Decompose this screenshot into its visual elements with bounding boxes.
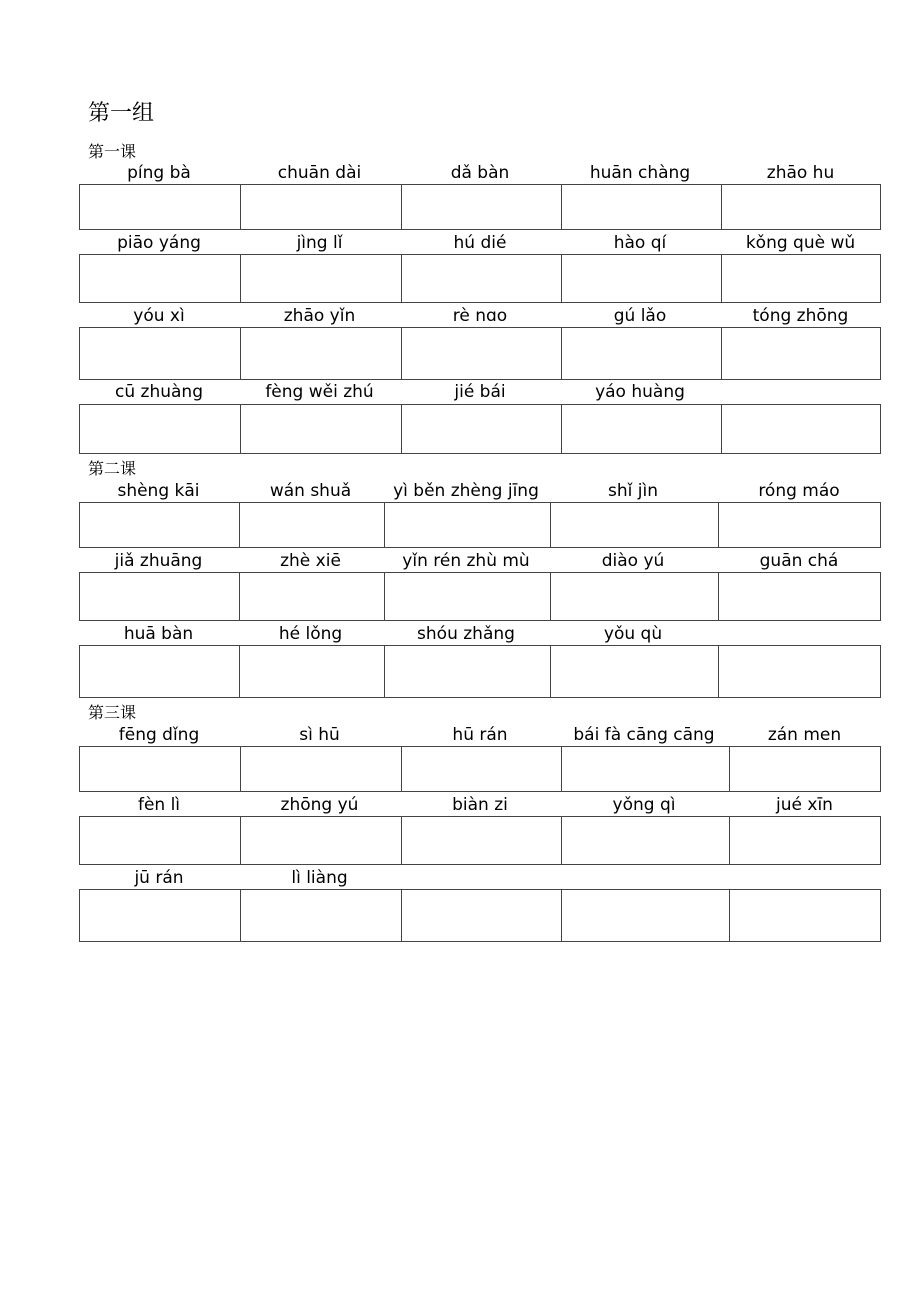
- pinyin-word: shóu zhǎng: [417, 624, 515, 644]
- answer-box[interactable]: [721, 405, 882, 453]
- answer-box[interactable]: [80, 890, 240, 941]
- answer-box[interactable]: [80, 573, 239, 620]
- pinyin-word: yǒng qì: [612, 795, 676, 815]
- answer-box[interactable]: [240, 890, 401, 941]
- answer-box[interactable]: [721, 328, 882, 379]
- pinyin-word: hé lǒng: [278, 624, 343, 644]
- pinyin-word: diào yú: [601, 551, 665, 571]
- answer-box-row: [79, 327, 881, 380]
- answer-box[interactable]: [401, 185, 561, 229]
- answer-box[interactable]: [401, 405, 561, 453]
- answer-box[interactable]: [240, 405, 401, 453]
- answer-box-row: [79, 816, 881, 865]
- answer-box[interactable]: [80, 747, 240, 791]
- pinyin-word: piāo yáng: [117, 233, 201, 253]
- pinyin-word: jiǎ zhuāng: [114, 551, 203, 571]
- pinyin-word: fēng dǐng: [118, 725, 200, 745]
- lesson-title: 第二课: [88, 459, 137, 478]
- pinyin-word: zhè xiē: [280, 551, 341, 571]
- pinyin-word: shǐ jìn: [608, 481, 658, 501]
- pinyin-word: hào qí: [613, 233, 667, 253]
- answer-box[interactable]: [80, 405, 240, 453]
- pinyin-word: yì běn zhèng jīng: [393, 481, 539, 501]
- answer-box[interactable]: [401, 255, 561, 302]
- answer-box[interactable]: [384, 573, 550, 620]
- answer-box[interactable]: [729, 890, 882, 941]
- answer-box[interactable]: [721, 185, 882, 229]
- pinyin-word: chuān dài: [277, 163, 362, 183]
- answer-box-row: [79, 184, 881, 230]
- answer-box[interactable]: [240, 817, 401, 864]
- pinyin-word: jué xīn: [776, 795, 833, 815]
- answer-box[interactable]: [240, 747, 401, 791]
- pinyin-word: biàn zi: [452, 795, 508, 815]
- answer-box[interactable]: [721, 255, 882, 302]
- answer-box[interactable]: [718, 646, 882, 697]
- pinyin-word: bái fà cāng cāng: [573, 725, 715, 745]
- pinyin-word: fèng wěi zhú: [265, 382, 374, 402]
- pinyin-word: jìng lǐ: [296, 233, 343, 253]
- answer-box[interactable]: [384, 503, 550, 547]
- pinyin-row: [79, 723, 881, 747]
- answer-box[interactable]: [401, 817, 561, 864]
- pinyin-word: fèn lì: [137, 795, 181, 815]
- answer-box[interactable]: [561, 747, 729, 791]
- pinyin-word: sì hū: [299, 725, 340, 745]
- answer-box-row: [79, 746, 881, 792]
- answer-box-row: [79, 645, 881, 698]
- pinyin-word: zhōng yú: [280, 795, 359, 815]
- pinyin-word: tóng zhōng: [752, 306, 849, 326]
- pinyin-row: [79, 793, 881, 817]
- answer-box[interactable]: [239, 573, 384, 620]
- pinyin-word: hú dié: [453, 233, 507, 253]
- answer-box[interactable]: [729, 817, 882, 864]
- answer-box[interactable]: [80, 817, 240, 864]
- answer-box[interactable]: [239, 646, 384, 697]
- pinyin-word: zhāo hu: [766, 163, 835, 183]
- pinyin-row: [79, 380, 881, 404]
- answer-box[interactable]: [561, 817, 729, 864]
- pinyin-row: [79, 479, 881, 503]
- answer-box[interactable]: [561, 255, 721, 302]
- answer-box[interactable]: [240, 255, 401, 302]
- answer-box[interactable]: [718, 573, 882, 620]
- answer-box[interactable]: [80, 646, 239, 697]
- pinyin-word: zán men: [767, 725, 842, 745]
- answer-box[interactable]: [561, 328, 721, 379]
- pinyin-word: dǎ bàn: [450, 163, 510, 183]
- pinyin-word: kǒng què wǔ: [745, 233, 856, 253]
- answer-box[interactable]: [239, 503, 384, 547]
- answer-box[interactable]: [240, 185, 401, 229]
- pinyin-word: huā bàn: [123, 624, 194, 644]
- pinyin-word: huān chàng: [589, 163, 691, 183]
- answer-box-row: [79, 572, 881, 621]
- pinyin-word: gú lǎo: [613, 306, 667, 326]
- pinyin-row: [79, 161, 881, 185]
- pinyin-word: hū rán: [452, 725, 508, 745]
- answer-box[interactable]: [550, 646, 718, 697]
- answer-box[interactable]: [401, 328, 561, 379]
- pinyin-word: yǒu qù: [603, 624, 663, 644]
- pinyin-row: [79, 622, 881, 646]
- pinyin-row: [79, 231, 881, 255]
- pinyin-word: píng bà: [127, 163, 191, 183]
- answer-box-row: [79, 502, 881, 548]
- answer-box[interactable]: [80, 185, 240, 229]
- pinyin-word: róng máo: [758, 481, 840, 501]
- pinyin-word: zhāo yǐn: [283, 306, 356, 326]
- pinyin-row: [79, 549, 881, 573]
- pinyin-word: yóu xì: [133, 306, 185, 326]
- pinyin-word: lì liàng: [291, 868, 348, 888]
- answer-box[interactable]: [550, 503, 718, 547]
- answer-box[interactable]: [80, 328, 240, 379]
- pinyin-word: rè nɑo: [452, 306, 508, 326]
- answer-box[interactable]: [561, 405, 721, 453]
- pinyin-row: [79, 304, 881, 328]
- answer-box-row: [79, 889, 881, 942]
- answer-box[interactable]: [718, 503, 882, 547]
- pinyin-row: [79, 866, 881, 890]
- answer-box[interactable]: [729, 747, 882, 791]
- answer-box[interactable]: [384, 646, 550, 697]
- pinyin-word: shèng kāi: [117, 481, 200, 501]
- answer-box[interactable]: [80, 255, 240, 302]
- group-title: 第一组: [88, 101, 155, 126]
- answer-box[interactable]: [550, 573, 718, 620]
- answer-box[interactable]: [80, 503, 239, 547]
- pinyin-word: yǐn rén zhù mù: [402, 551, 530, 571]
- pinyin-word: cū zhuàng: [115, 382, 203, 402]
- pinyin-word: wán shuǎ: [269, 481, 352, 501]
- pinyin-word: jié bái: [454, 382, 506, 402]
- answer-box-row: [79, 404, 881, 454]
- answer-box[interactable]: [240, 328, 401, 379]
- lesson-title: 第三课: [88, 703, 137, 722]
- pinyin-word: guān chá: [759, 551, 839, 571]
- pinyin-word: jū rán: [134, 868, 184, 888]
- answer-box[interactable]: [561, 890, 729, 941]
- answer-box[interactable]: [401, 747, 561, 791]
- answer-box[interactable]: [401, 890, 561, 941]
- answer-box-row: [79, 254, 881, 303]
- pinyin-word: yáo huàng: [595, 382, 685, 402]
- answer-box[interactable]: [561, 185, 721, 229]
- lesson-title: 第一课: [88, 142, 137, 161]
